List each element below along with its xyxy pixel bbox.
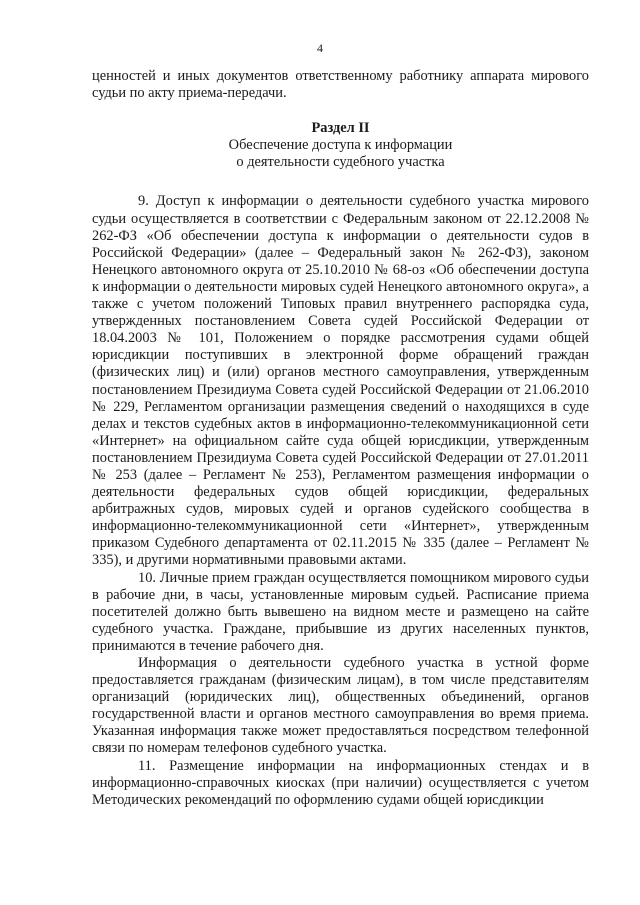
- paragraph-10: 10. Личные прием граждан осуществляется помощником мирового судьи в рабочие дни, в часы, установленные мировым судьей. Расписание приема посетителей должно быть вывешено на видном месте и размещено на сайте судебного участка. Граждане, прибывшие из других населенных пунктов, принимаются в течение рабочего дня.: [92, 569, 589, 654]
- paragraph-11: 11. Размещение информации на информационных стендах и в информационно-справочных киосках (при наличии) осуществляется с учетом Методических рекомендаций по оформлению судами общей юрисдикции: [92, 757, 589, 808]
- section-title: Раздел II: [311, 120, 370, 137]
- section-subtitle-line-1: Обеспечение доступа к информации: [228, 137, 453, 154]
- page-content: [92, 68, 589, 809]
- section-heading: [92, 120, 589, 171]
- section-subtitle-line-2: о деятельности судебного участка: [236, 154, 445, 171]
- paragraph-oral-info: Информация о деятельности судебного участка в устной форме предоставляется гражданам (физическим лицам), в том числе представителям организаций (юридических лиц), общественных объединений, органов государственной власти и органов местного самоуправления во время приема. Указанная информация также может предоставляться посредством телефонной связи по номерам телефонов судебного участка.: [92, 655, 589, 757]
- page-number: 4: [317, 41, 323, 55]
- continuation-paragraph: ценностей и иных документов ответственному работнику аппарата мирового судьи по акту приема-передачи.: [92, 68, 589, 102]
- paragraph-9: 9. Доступ к информации о деятельности судебного участка мирового судьи осуществляется в соответствии с Федеральным законом от 22.12.2008 № 262-ФЗ «Об обеспечении доступа к информации о деятельности судов в Российской Федерации» (далее – Федеральный закон № 262-ФЗ), законом Ненецкого автономного округа от 25.10.2010 № 68-оз «Об обеспечении доступа к информации о деятельности мировых судей Ненецкого автономного округа», а также с учетом положений Типовых правил внутреннего распорядка суда, утвержденных постановлением Совета судей Российской Федерации от 18.04.2003 № 101, Положением о порядке рассмотрения судами общей юрисдикции поступивших в электронной форме обращений граждан (физических лиц) и (или) органов местного самоуправления, утвержденным постановлением Президиума Совета судей Российской Федерации от 21.06.2010 № 229, Регламентом организации размещения сведений о находящихся в суде делах и текстов судебных актов в информационно-телекоммуникационной сети «Интернет» на официальном сайте суда общей юрисдикции, утвержденным постановлением Президиума Совета судей Российской Федерации от 27.01.2011 № 253 (далее – Регламент № 253), Регламентом размещения информации о деятельности федеральных судов общей юрисдикции, федеральных арбитражных судов, мировых судей и органов судейского сообщества в информационно-телекоммуникационной сети «Интернет», утвержденным приказом Судебного департамента от 02.11.2015 № 335 (далее – Регламент № 335), и другими нормативными правовыми актами.: [92, 193, 589, 569]
